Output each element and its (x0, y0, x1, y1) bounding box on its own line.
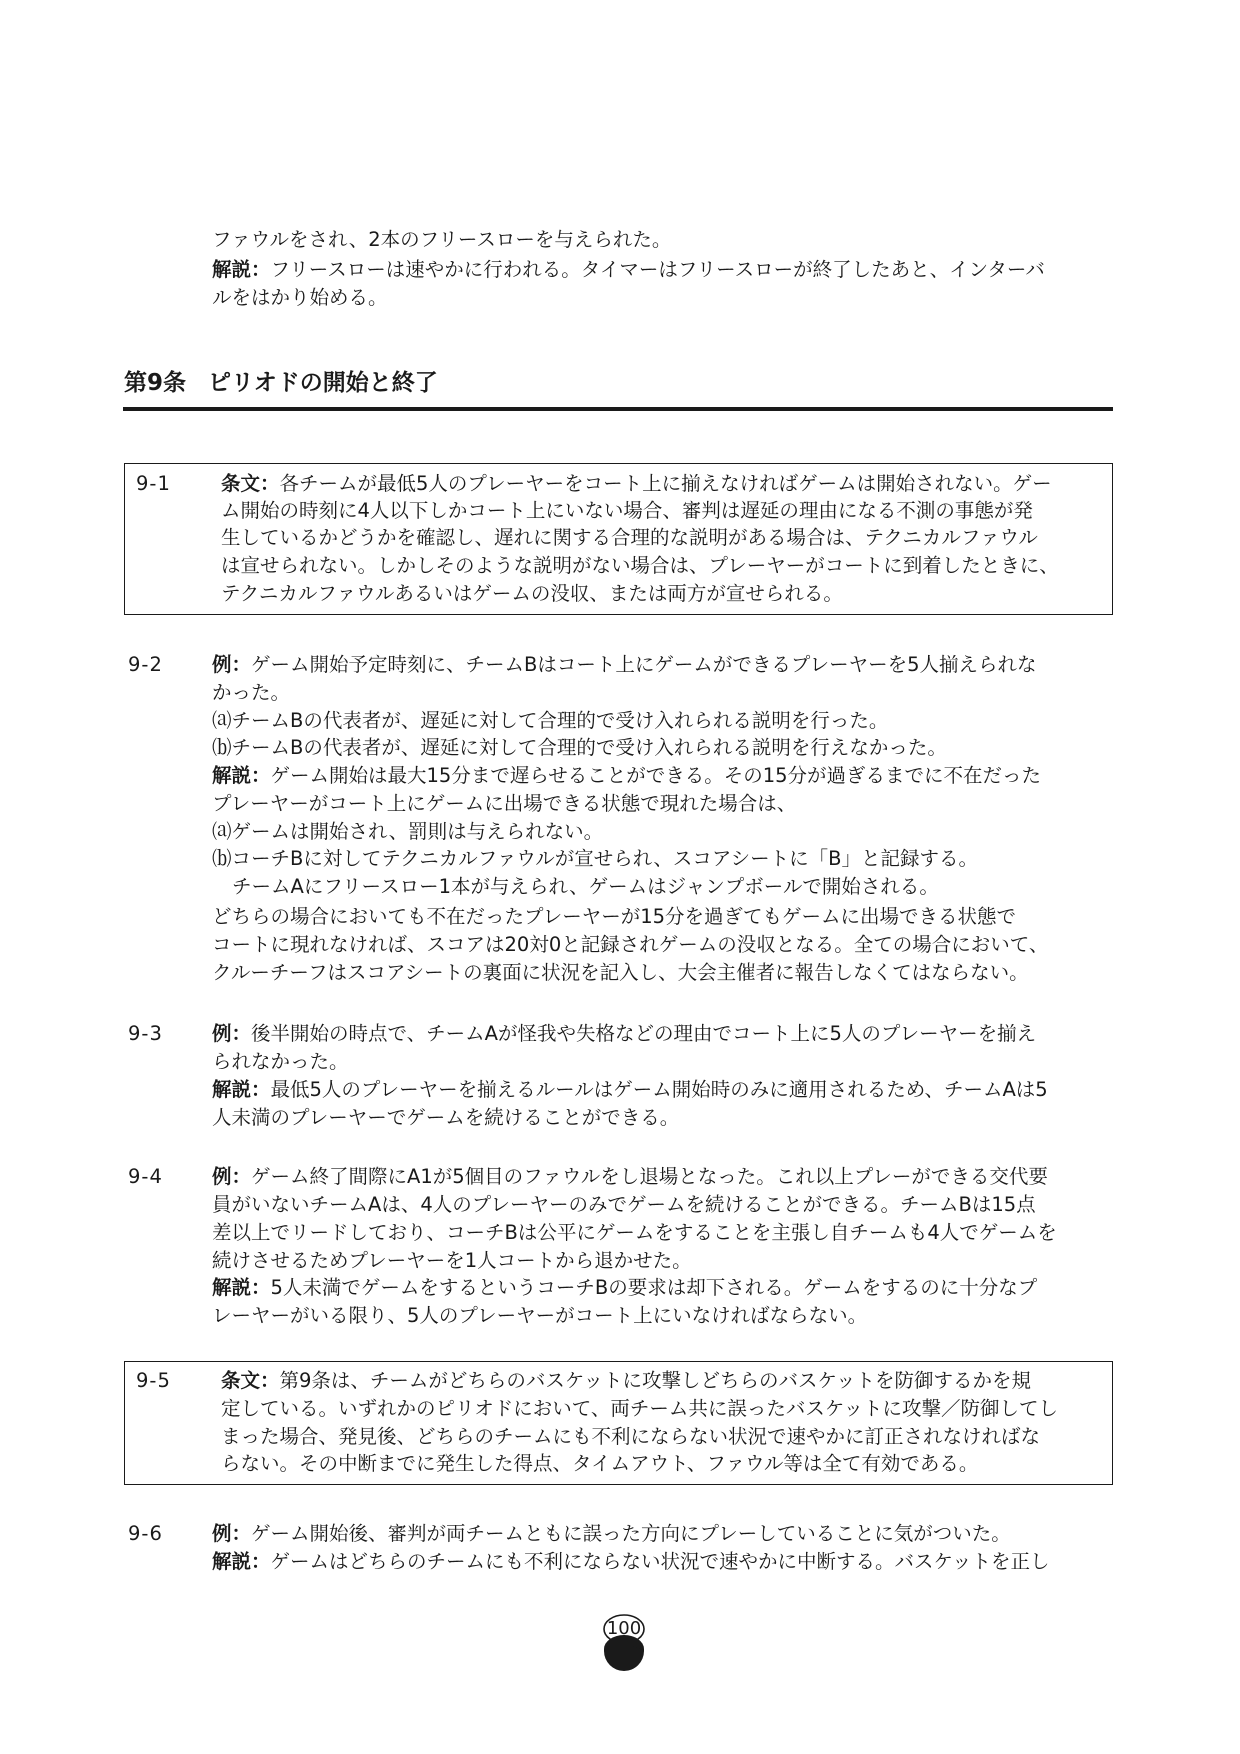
item-9-2-line-9: チームAにフリースロー1本が与えられ、ゲームはジャンプボールで開始される。 (232, 875, 939, 898)
item-9-5-line-1 (221, 1367, 1031, 1395)
item-9-1-line-1 (221, 470, 1052, 498)
example-label: 例： (212, 653, 252, 676)
explanation-label: 解説： (212, 1550, 271, 1573)
intro-line-3: ルをはかり始める。 (212, 286, 388, 309)
item-9-3-line-3 (212, 1076, 1048, 1104)
item-number-9-1: 9-1 (136, 472, 171, 495)
item-9-2-line-2: かった。 (212, 681, 291, 704)
item-9-6-text-1: ゲーム開始後、審判が両チームともに誤った方向にプレーしていることに気がついた。 (251, 1522, 1011, 1545)
item-9-6-line-1 (212, 1520, 1011, 1548)
item-9-1-line-4: は宣せられない。しかしそのような説明がない場合は、プレーヤーがコートに到着したときに、 (221, 554, 1059, 577)
section-number: 第9条 (124, 370, 187, 396)
page-number-badge (601, 1613, 647, 1675)
section-heading (124, 367, 438, 399)
item-9-3-line-2: られなかった。 (212, 1050, 349, 1073)
item-9-5-line-3: まった場合、発見後、どちらのチームにも不利にならない状況で速やかに訂正されなければな (221, 1425, 1041, 1448)
section-title: ピリオドの開始と終了 (208, 370, 438, 396)
intro-line-1: ファウルをされ、2本のフリースローを与えられた。 (212, 228, 672, 251)
item-number-9-3: 9-3 (128, 1022, 163, 1045)
explanation-label: 解説： (212, 1078, 271, 1101)
item-9-2-line-7: ⒜ゲームは開始され、罰則は与えられない。 (212, 820, 604, 843)
item-9-4-text-1: ゲーム終了間際にA1が5個目のファウルをし退場となった。これ以上プレーができる交代要 (251, 1165, 1048, 1188)
item-9-1-line-2: ム開始の時刻に4人以下しかコート上にいない場合、審判は遅延の理由になる不測の事態が発 (221, 499, 1033, 522)
item-number-9-6: 9-6 (128, 1522, 163, 1545)
item-9-5-line-4: らない。その中断までに発生した得点、タイムアウト、ファウル等は全て有効である。 (221, 1452, 979, 1475)
item-9-1-line-5: テクニカルファウルあるいはゲームの没収、または両方が宣せられる。 (221, 582, 843, 605)
explanation-label: 解説： (212, 764, 271, 787)
item-9-2-line-8: ⒝コーチBに対してテクニカルファウルが宣せられ、スコアシートに「B」と記録する。 (212, 847, 979, 870)
example-label: 例： (212, 1022, 252, 1045)
example-label: 例： (212, 1522, 252, 1545)
item-9-4-line-1 (212, 1163, 1048, 1191)
intro-line-2 (212, 256, 1045, 284)
item-9-4-line-3: 差以上でリードしており、コーチBは公平にゲームをすることを主張し自チームも4人でゲームを (212, 1221, 1057, 1244)
item-9-2-text-5: ゲーム開始は最大15分まで遅らせることができる。その15分が過ぎるまでに不在だった (270, 764, 1042, 787)
item-9-2-line-11: コートに現れなければ、スコアは20対0と記録されゲームの没収となる。全ての場合において、 (212, 933, 1049, 956)
item-9-4-line-2: 員がいないチームAは、4人のプレーヤーのみでゲームを続けることができる。チームBは15点 (212, 1193, 1036, 1216)
item-9-5-line-2: 定している。いずれかのピリオドにおいて、両チーム共に誤ったバスケットに攻撃／防御してし (221, 1397, 1058, 1420)
item-9-3-line-4: 人未満のプレーヤーでゲームを続けることができる。 (212, 1106, 680, 1129)
item-9-1-text-1: 各チームが最低5人のプレーヤーをコート上に揃えなければゲームは開始されない。ゲー (279, 472, 1052, 495)
article-label: 条文： (221, 1369, 280, 1392)
item-9-4-line-4: 続けさせるためプレーヤーを1人コートから退かせた。 (212, 1249, 692, 1272)
item-9-2-line-5 (212, 762, 1041, 790)
item-9-4-text-5: 5人未満でゲームをするというコーチBの要求は却下される。ゲームをするのに十分なプ (270, 1276, 1038, 1299)
item-9-6-text-2: ゲームはどちらのチームにも不利にならない状況で速やかに中断する。バスケットを正し (270, 1550, 1050, 1573)
item-9-1-line-3: 生しているかどうかを確認し、遅れに関する合理的な説明がある場合は、テクニカルファウル (221, 526, 1038, 549)
item-9-4-line-6: レーヤーがいる限り、5人のプレーヤーがコート上にいなければならない。 (212, 1304, 868, 1327)
explanation-label: 解説： (212, 1276, 271, 1299)
intro-text: フリースローは速やかに行われる。タイマーはフリースローが終了したあと、インターバ (270, 258, 1045, 281)
item-9-2-line-12: クルーチーフはスコアシートの裏面に状況を記入し、大会主催者に報告しなくてはならない。 (212, 961, 1029, 984)
item-9-4-line-5 (212, 1274, 1037, 1302)
item-9-2-line-3: ⒜チームBの代表者が、遅延に対して合理的で受け入れられる説明を行った。 (212, 709, 889, 732)
item-9-6-line-2 (212, 1548, 1050, 1576)
item-number-9-5: 9-5 (136, 1369, 171, 1392)
item-9-2-line-10: どちらの場合においても不在だったプレーヤーが15分を過ぎてもゲームに出場できる状態で (212, 905, 1017, 928)
section-divider (123, 407, 1113, 411)
item-9-2-line-4: ⒝チームBの代表者が、遅延に対して合理的で受け入れられる説明を行えなかった。 (212, 736, 947, 759)
item-number-9-2: 9-2 (128, 653, 163, 676)
item-9-2-line-6: プレーヤーがコート上にゲームに出場できる状態で現れた場合は、 (212, 792, 797, 815)
item-9-3-text-1: 後半開始の時点で、チームAが怪我や失格などの理由でコート上に5人のプレーヤーを揃え (251, 1022, 1037, 1045)
item-number-9-4: 9-4 (128, 1165, 163, 1188)
article-label: 条文： (221, 472, 280, 495)
item-9-3-text-3: 最低5人のプレーヤーを揃えるルールはゲーム開始時のみに適用されるため、チームAは5 (270, 1078, 1048, 1101)
item-9-2-line-1 (212, 651, 1037, 679)
item-9-2-text-1: ゲーム開始予定時刻に、チームBはコート上にゲームができるプレーヤーを5人揃えられな (251, 653, 1037, 676)
explanation-label: 解説： (212, 258, 271, 281)
page-number: 100 (606, 1618, 642, 1639)
example-label: 例： (212, 1165, 252, 1188)
item-9-3-line-1 (212, 1020, 1036, 1048)
item-9-5-text-1: 第9条は、チームがどちらのバスケットに攻撃しどちらのバスケットを防御するかを規 (279, 1369, 1031, 1392)
